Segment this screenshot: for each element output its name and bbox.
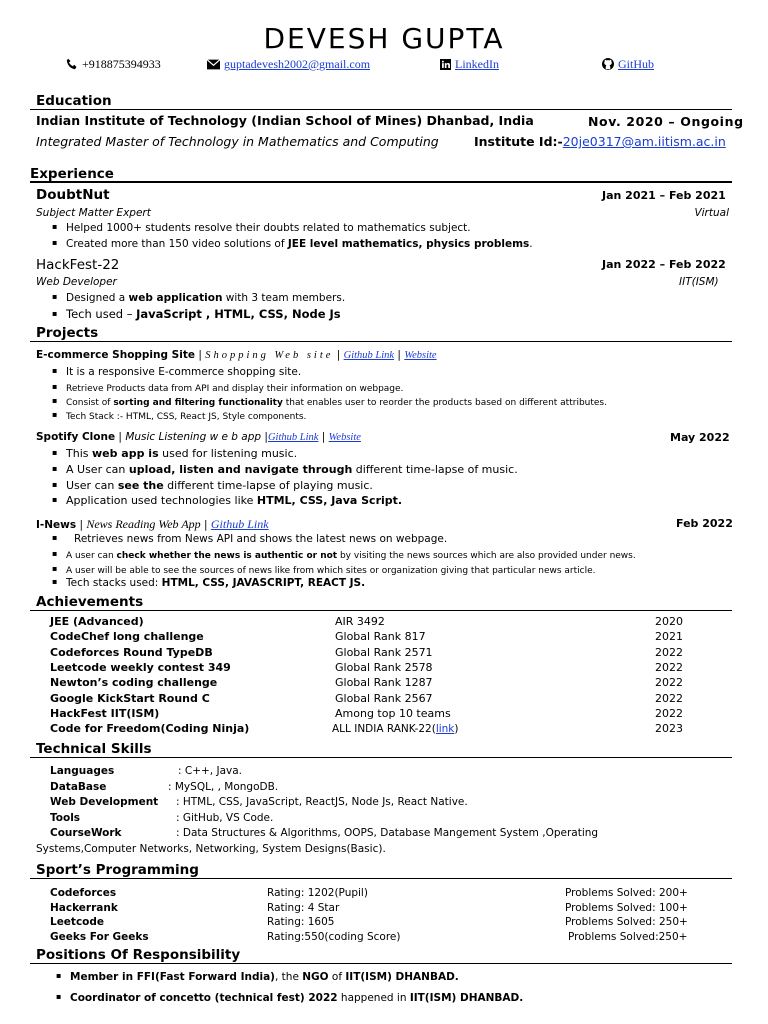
project-description: Music Listening w e b app: [125, 431, 262, 443]
platform-solved: Problems Solved: 100+: [565, 901, 688, 914]
job-location: Virtual: [694, 207, 729, 219]
achievement-name: JEE (Advanced): [50, 615, 144, 628]
platform-solved: Problems Solved: 250+: [565, 916, 688, 928]
skill-label: Web Development: [50, 796, 159, 808]
email-contact[interactable]: [207, 57, 370, 72]
project-title: Spotify Clone: [36, 431, 116, 443]
platform-solved: Problems Solved:250+: [568, 930, 688, 943]
platform-rating: Rating: 1605: [267, 916, 335, 928]
linkedin-icon: [440, 59, 451, 70]
skills-heading: Technical Skills: [36, 741, 152, 757]
github-link[interactable]: Github Link: [267, 432, 319, 443]
project-description: Shopping Web site: [205, 350, 334, 361]
achievement-result: Global Rank 1287: [335, 676, 433, 690]
experience-heading: Experience: [30, 166, 114, 182]
achievement-year: 2023: [655, 722, 683, 736]
por-heading: Positions Of Responsibility: [36, 947, 241, 963]
section-divider: [30, 963, 732, 964]
platform-name: Geeks For Geeks: [50, 930, 149, 943]
phone-icon: [66, 58, 78, 70]
achievement-name: Codeforces Round TypeDB: [50, 645, 213, 659]
coursework-continuation: Systems,Computer Networks, Networking, System Designs(Basic).: [36, 843, 386, 855]
bullet-item: ▪ Tech used – JavaScript , HTML, CSS, Node Js: [52, 307, 341, 321]
skill-value: : C++, Java.: [178, 765, 242, 777]
platform-rating: Rating: 1202(Pupil): [267, 887, 368, 899]
bullet-item: ▪ This web app is used for listening music.: [52, 447, 297, 460]
achievement-name: HackFest IIT(ISM): [50, 706, 160, 720]
job-location: IIT(ISM): [679, 276, 719, 288]
github-link[interactable]: Github Link: [210, 517, 269, 531]
achievements-heading: Achievements: [36, 594, 144, 610]
project-title: I-News: [36, 519, 77, 531]
bullet-item: ▪ Tech stacks used: HTML, CSS, JAVASCRIPT, REACT JS.: [52, 577, 365, 589]
bullet-item: ▪ Retrieves news from News API and shows the latest news on webpage.: [52, 533, 447, 545]
education-heading: Education: [36, 93, 112, 109]
achievement-result: Global Rank 2571: [335, 645, 433, 659]
project-date: Feb 2022: [676, 517, 733, 530]
job-dates: Jan 2021 – Feb 2021: [602, 189, 726, 202]
achievement-year: 2022: [655, 660, 683, 674]
bullet-item: ▪ Helped 1000+ students resolve their doubts related to mathematics subject.: [52, 222, 471, 234]
achievement-name: Leetcode weekly contest 349: [50, 660, 231, 674]
achievement-name: Newton’s coding challenge: [50, 676, 218, 690]
platform-name: Leetcode: [50, 916, 105, 928]
linkedin-contact[interactable]: [440, 57, 499, 72]
achievement-result: AIR 3492: [335, 615, 385, 628]
project-title-line: E-commerce Shopping Site | Shopping Web site | Github Link | Website: [36, 349, 437, 361]
institute-id: [474, 134, 726, 149]
job-role: Web Developer: [36, 276, 117, 288]
achievement-year: 2021: [655, 630, 683, 644]
project-description: News Reading Web App: [86, 517, 201, 531]
github-link[interactable]: Github Link: [343, 350, 395, 361]
bullet-item: ▪ Consist of sorting and filtering functionality that enables user to reorder the products based on different attributes.: [52, 396, 607, 408]
envelope-icon: [207, 59, 220, 70]
achievement-result: Global Rank 2578: [335, 660, 433, 674]
project-title-line: Spotify Clone | Music Listening w e b app |Github Link | Website: [36, 431, 361, 443]
company-name: HackFest-22: [36, 257, 120, 273]
achievement-year: 2022: [655, 645, 683, 659]
achievement-link[interactable]: link: [435, 723, 455, 736]
platform-name: Hackerrank: [50, 901, 118, 914]
achievement-year: 2022: [655, 676, 683, 690]
skill-value: : GitHub, VS Code.: [176, 811, 274, 824]
section-divider: [30, 757, 732, 758]
project-title: E-commerce Shopping Site: [36, 349, 195, 361]
job-role: Subject Matter Expert: [36, 207, 151, 219]
platform-name: Codeforces: [50, 887, 117, 899]
bullet-item: ▪ A user will be able to see the sources of news like from which sites or organization giving that particular news article.: [52, 564, 596, 576]
github-contact[interactable]: [602, 57, 654, 72]
achievement-result: Global Rank 2567: [335, 691, 433, 705]
candidate-name: DEVESH GUPTA: [263, 22, 505, 55]
project-title-line: I-News | News Reading Web App | Github Link: [36, 517, 269, 531]
phone-contact: [66, 57, 161, 72]
skill-value: : MySQL, , MongoDB.: [168, 780, 279, 793]
achievement-name: Google KickStart Round C: [50, 691, 210, 705]
skill-label: CourseWork: [50, 827, 122, 839]
bullet-item: ▪ Tech Stack :- HTML, CSS, React JS, Style components.: [52, 410, 306, 422]
linkedin-link[interactable]: LinkedIn: [455, 57, 499, 71]
phone-number: +918875394933: [82, 57, 161, 71]
achievement-result: ALL INDIA RANK-22(link): [332, 723, 459, 736]
section-divider: [30, 341, 732, 342]
degree: Integrated Master of Technology in Mathematics and Computing: [36, 134, 439, 149]
bullet-item: ▪ Application used technologies like HTML, CSS, Java Script.: [52, 494, 402, 507]
project-date: May 2022: [670, 431, 730, 444]
website-link[interactable]: Website: [328, 432, 361, 443]
skill-label: Tools: [50, 811, 81, 824]
platform-rating: Rating:550(coding Score): [267, 930, 401, 943]
bullet-item: ▪ Created more than 150 video solutions of JEE level mathematics, physics problems.: [52, 238, 533, 250]
bullet-item: ▪ Designed a web application with 3 team members.: [52, 292, 345, 304]
github-icon: [602, 58, 614, 70]
company-name: DoubtNut: [36, 187, 110, 203]
bullet-item: ▪ Retrieve Products data from API and display their information on webpage.: [52, 382, 403, 394]
sports-heading: Sport’s Programming: [36, 862, 199, 878]
responsibility-item: ▪ Coordinator of concetto (technical fest) 2022 happened in IIT(ISM) DHANBAD.: [56, 992, 523, 1004]
github-link[interactable]: GitHub: [618, 57, 654, 71]
responsibility-item: ▪ Member in FFI(Fast Forward India), the NGO of IIT(ISM) DHANBAD.: [56, 971, 459, 983]
website-link[interactable]: Website: [404, 350, 437, 361]
job-dates: Jan 2022 – Feb 2022: [602, 258, 726, 271]
achievement-year: 2020: [655, 615, 683, 628]
section-divider: [30, 878, 732, 879]
institute-name: Indian Institute of Technology (Indian School of Mines) Dhanbad, India: [36, 113, 534, 128]
institute-id-label: Institute Id:-: [474, 134, 563, 149]
achievement-name: Code for Freedom(Coding Ninja): [50, 722, 250, 736]
achievement-result: Global Rank 817: [335, 630, 426, 644]
email-link[interactable]: guptadevesh2002@gmail.com: [224, 57, 371, 71]
bullet-item: ▪ User can see the different time-lapse of playing music.: [52, 479, 373, 492]
skill-label: Languages: [50, 765, 115, 777]
section-divider: [30, 109, 732, 110]
section-divider: [30, 610, 732, 611]
education-dates: Nov. 2020 – Ongoing: [588, 114, 744, 129]
achievement-year: 2022: [655, 706, 683, 720]
skill-label: DataBase: [50, 780, 107, 793]
achievement-name: CodeChef long challenge: [50, 630, 204, 644]
achievement-result: Among top 10 teams: [335, 706, 451, 720]
section-divider: [30, 181, 732, 183]
projects-heading: Projects: [36, 325, 99, 341]
skill-value: : HTML, CSS, JavaScript, ReactJS, Node Js, React Native.: [176, 796, 468, 808]
skill-value: : Data Structures & Algorithms, OOPS, Database Mangement System ,Operating: [176, 827, 599, 839]
bullet-item: ▪ A User can upload, listen and navigate through different time-lapse of music.: [52, 463, 518, 476]
achievement-year: 2022: [655, 691, 683, 705]
platform-solved: Problems Solved: 200+: [565, 887, 688, 899]
bullet-item: ▪ It is a responsive E-commerce shopping site.: [52, 366, 301, 378]
platform-rating: Rating: 4 Star: [267, 901, 340, 914]
bullet-item: ▪ A user can check whether the news is authentic or not by visiting the news sources which are also provided under news.: [52, 549, 636, 561]
institute-id-email[interactable]: 20je0317@am.iitism.ac.in: [562, 134, 726, 149]
